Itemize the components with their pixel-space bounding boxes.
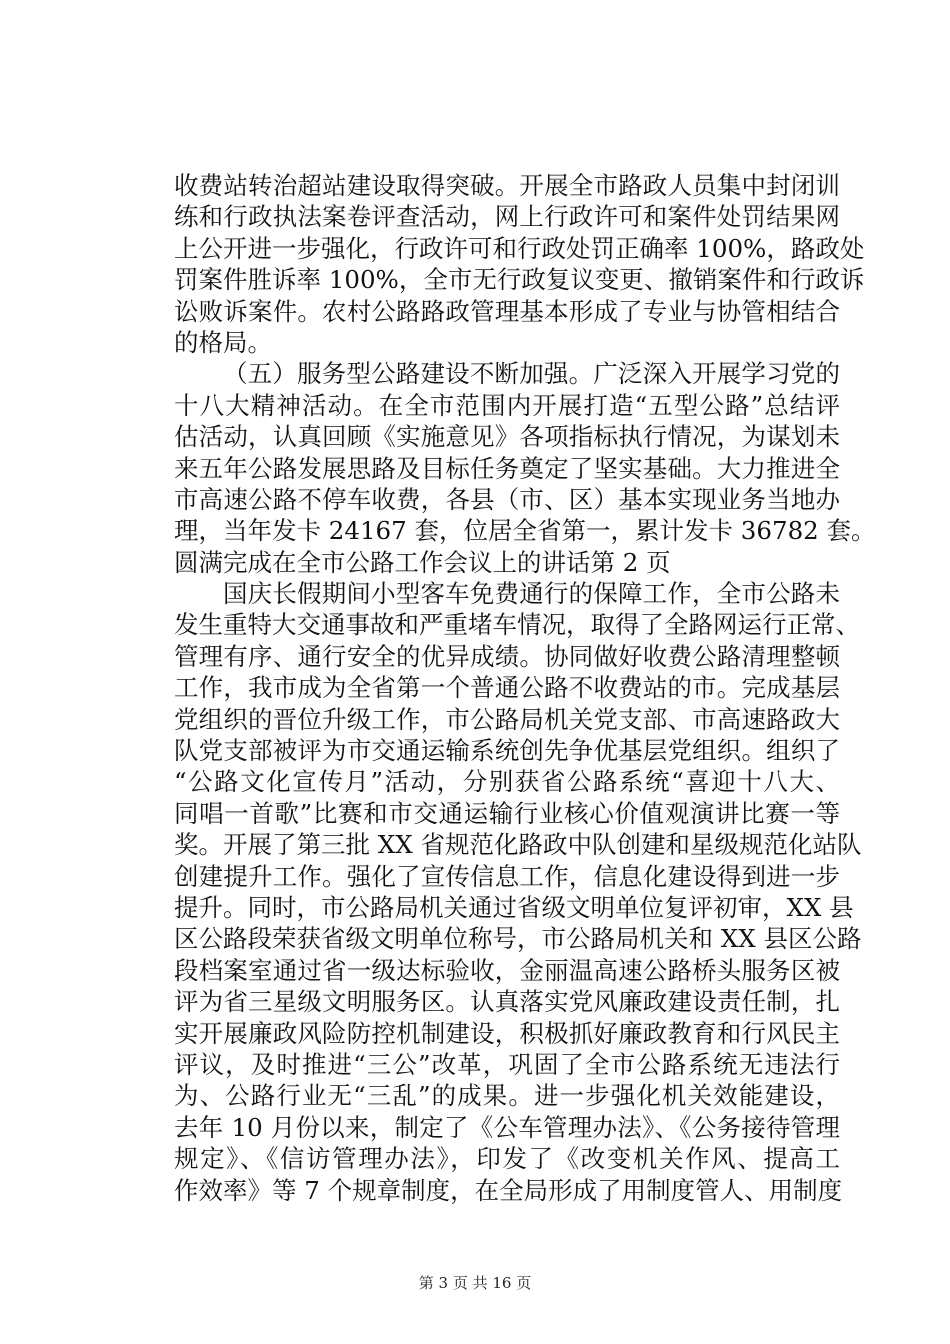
text-line: 国庆长假期间小型客车免费通行的保障工作，全市公路未 [223, 579, 840, 609]
page-number-label: 第 3 页 共 16 页 [418, 1274, 532, 1292]
text-line: 同唱一首歌”比赛和市交通运输行业核心价值观演讲比赛一等 [174, 798, 840, 828]
text-line: 队党支部被评为市交通运输系统创先争优基层党组织。组织了 [174, 736, 840, 766]
text-line: 实开展廉政风险防控机制建设，积极抓好廉政教育和行风民主 [174, 1018, 840, 1048]
text-line: 十八大精神活动。在全市范围内开展打造“五型公路”总结评 [174, 390, 840, 420]
text-line: 管理有序、通行安全的优异成绩。协同做好收费公路清理整顿 [174, 641, 840, 671]
text-line: 评为省三星级文明服务区。认真落实党风廉政建设责任制，扎 [174, 987, 840, 1017]
text-line: 规定》、《信访管理办法》，印发了《改变机关作风、提高工 [174, 1144, 840, 1174]
text-line: 区公路段荣获省级文明单位称号，市公路局机关和 XX 县区公路 [174, 924, 862, 954]
text-line: 为、公路行业无“三乱”的成果。进一步强化机关效能建设， [174, 1081, 840, 1111]
text-line: （五）服务型公路建设不断加强。广泛深入开展学习党的 [223, 359, 840, 389]
text-line: 的格局。 [174, 327, 272, 357]
text-line: 奖。开展了第三批 XX 省规范化路政中队创建和星级规范化站队 [174, 830, 862, 860]
text-line: 工作，我市成为全省第一个普通公路不收费站的市。完成基层 [174, 673, 840, 703]
text-line: 估活动，认真回顾《实施意见》各项指标执行情况，为谋划未 [174, 422, 840, 452]
text-line: 发生重特大交通事故和严重堵车情况，取得了全路网运行正常、 [174, 610, 860, 640]
text-line: 作效率》等 7 个规章制度，在全局形成了用制度管人、用制度 [174, 1175, 843, 1205]
text-line: 练和行政执法案卷评查活动，网上行政许可和案件处罚结果网 [174, 202, 840, 232]
page-footer [0, 1272, 950, 1293]
text-line: 罚案件胜诉率 100%，全市无行政复议变更、撤销案件和行政诉 [174, 265, 865, 295]
text-line: “公路文化宣传月”活动，分别获省公路系统“喜迎十八大、 [174, 767, 840, 797]
text-line: 上公开进一步强化，行政许可和行政处罚正确率 100%，路政处 [174, 233, 865, 263]
text-line: 创建提升工作。强化了宣传信息工作，信息化建设得到进一步 [174, 861, 840, 891]
text-line: 提升。同时，市公路局机关通过省级文明单位复评初审，XX 县 [174, 892, 854, 922]
text-line: 去年 10 月份以来，制定了《公车管理办法》、《公务接待管理 [174, 1112, 840, 1142]
text-line: 讼败诉案件。农村公路路政管理基本形成了专业与协管相结合 [174, 296, 840, 326]
text-line: 理，当年发卡 24167 套，位居全省第一，累计发卡 36782 套。 [174, 516, 876, 546]
text-line: 来五年公路发展思路及目标任务奠定了坚实基础。大力推进全 [174, 453, 840, 483]
text-line: 评议，及时推进“三公”改革，巩固了全市公路系统无违法行 [174, 1049, 840, 1079]
text-line: 市高速公路不停车收费，各县（市、区）基本实现业务当地办 [174, 484, 840, 514]
text-line: 圆满完成在全市公路工作会议上的讲话第 2 页 [174, 547, 671, 577]
text-line: 党组织的晋位升级工作，市公路局机关党支部、市高速路政大 [174, 704, 840, 734]
text-line: 收费站转治超站建设取得突破。开展全市路政人员集中封闭训 [174, 171, 840, 200]
document-body [174, 170, 876, 1206]
text-line: 段档案室通过省一级达标验收，金丽温高速公路桥头服务区被 [174, 955, 840, 985]
